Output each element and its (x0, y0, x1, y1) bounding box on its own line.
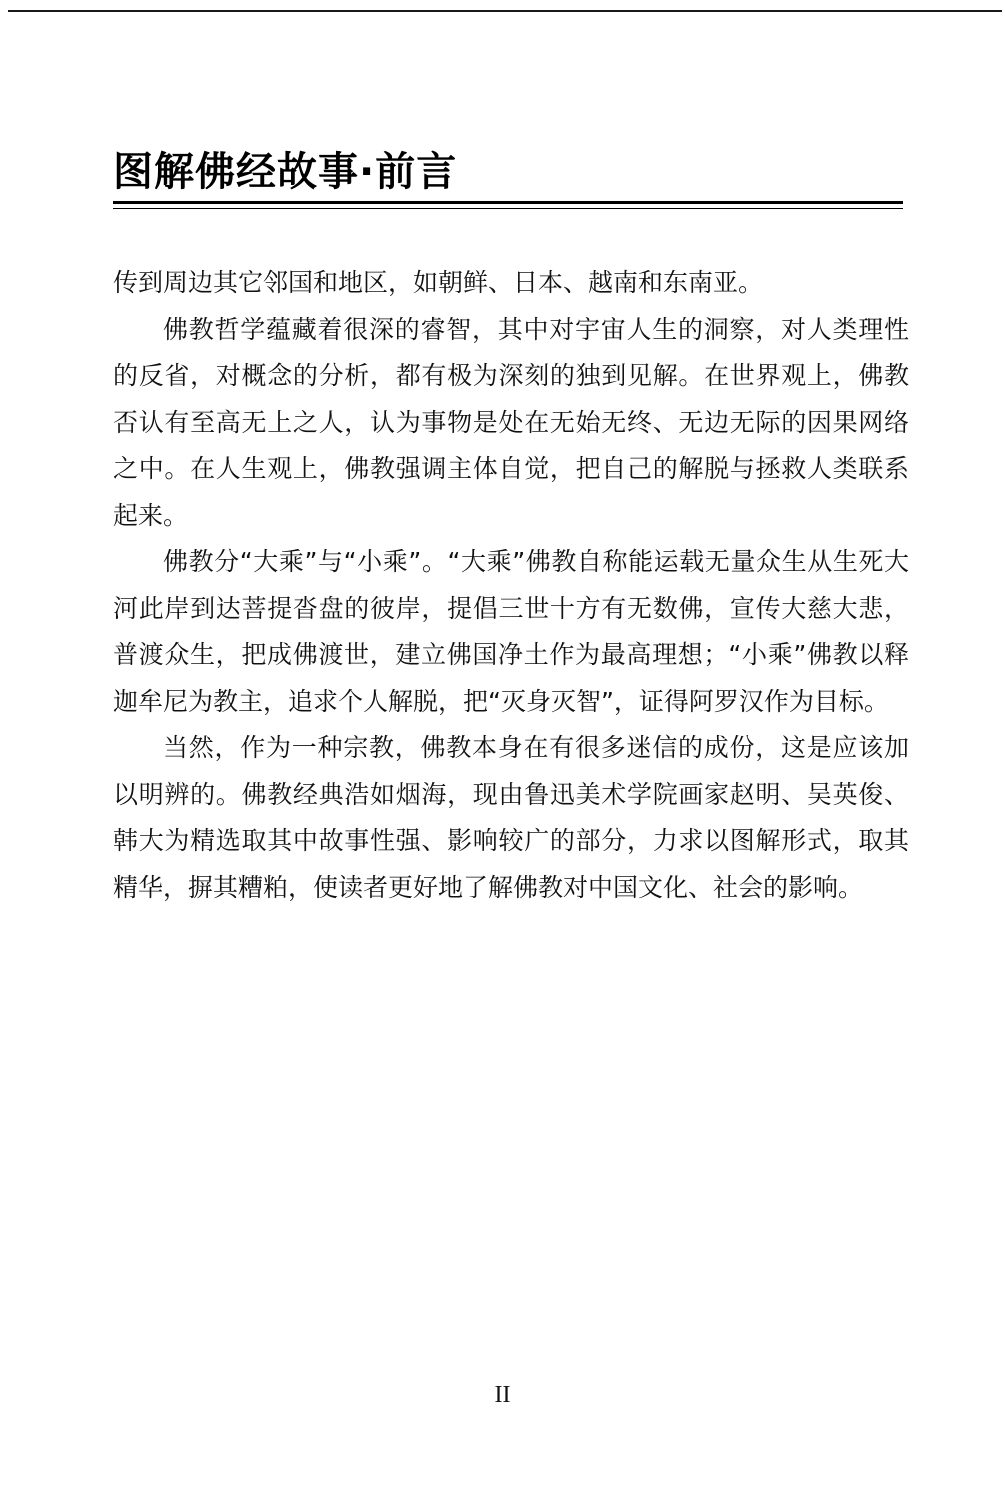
paragraph: 当然，作为一种宗教，佛教本身在有很多迷信的成份，这是应该加以明辨的。佛教经典浩如烟海，现由鲁迅美术学院画家赵明、吴英俊、韩大为精选取其中故事性强、影响较广的部分，力求以图解形式，取其精华，摒其糟粕，使读者更好地了解佛教对中国文化、社会的影响。 (113, 733, 909, 902)
top-border-rule (8, 10, 1002, 12)
body-text (113, 260, 909, 911)
paragraph: 佛教分“大乘”与“小乘”。“大乘”佛教自称能运载无量众生从生死大河此岸到达菩提沓盘的彼岸，提倡三世十方有无数佛，宣传大慈大悲，普渡众生，把成佛渡世，建立佛国净土作为最高理想；“小乘”佛教以释迦牟尼为教主，追求个人解脱，把“灭身灭智”，证得阿罗汉作为目标。 (113, 547, 909, 716)
header-rule-thin (113, 208, 903, 209)
header-rule-thick (113, 201, 903, 204)
page-header-title: 图解佛经故事·前言 (113, 149, 458, 195)
paragraph: 佛教哲学蕴藏着很深的睿智，其中对宇宙人生的洞察，对人类理性的反省，对概念的分析，都有极为深刻的独到见解。在世界观上，佛教否认有至高无上之人，认为事物是处在无始无终、无边无际的因果网络之中。在人生观上，佛教强调主体自觉，把自己的解脱与拯救人类联系起来。 (113, 314, 909, 530)
page-number: II (494, 1382, 511, 1408)
paragraph-continued: 传到周边其它邻国和地区，如朝鲜、日本、越南和东南亚。 (113, 268, 764, 297)
